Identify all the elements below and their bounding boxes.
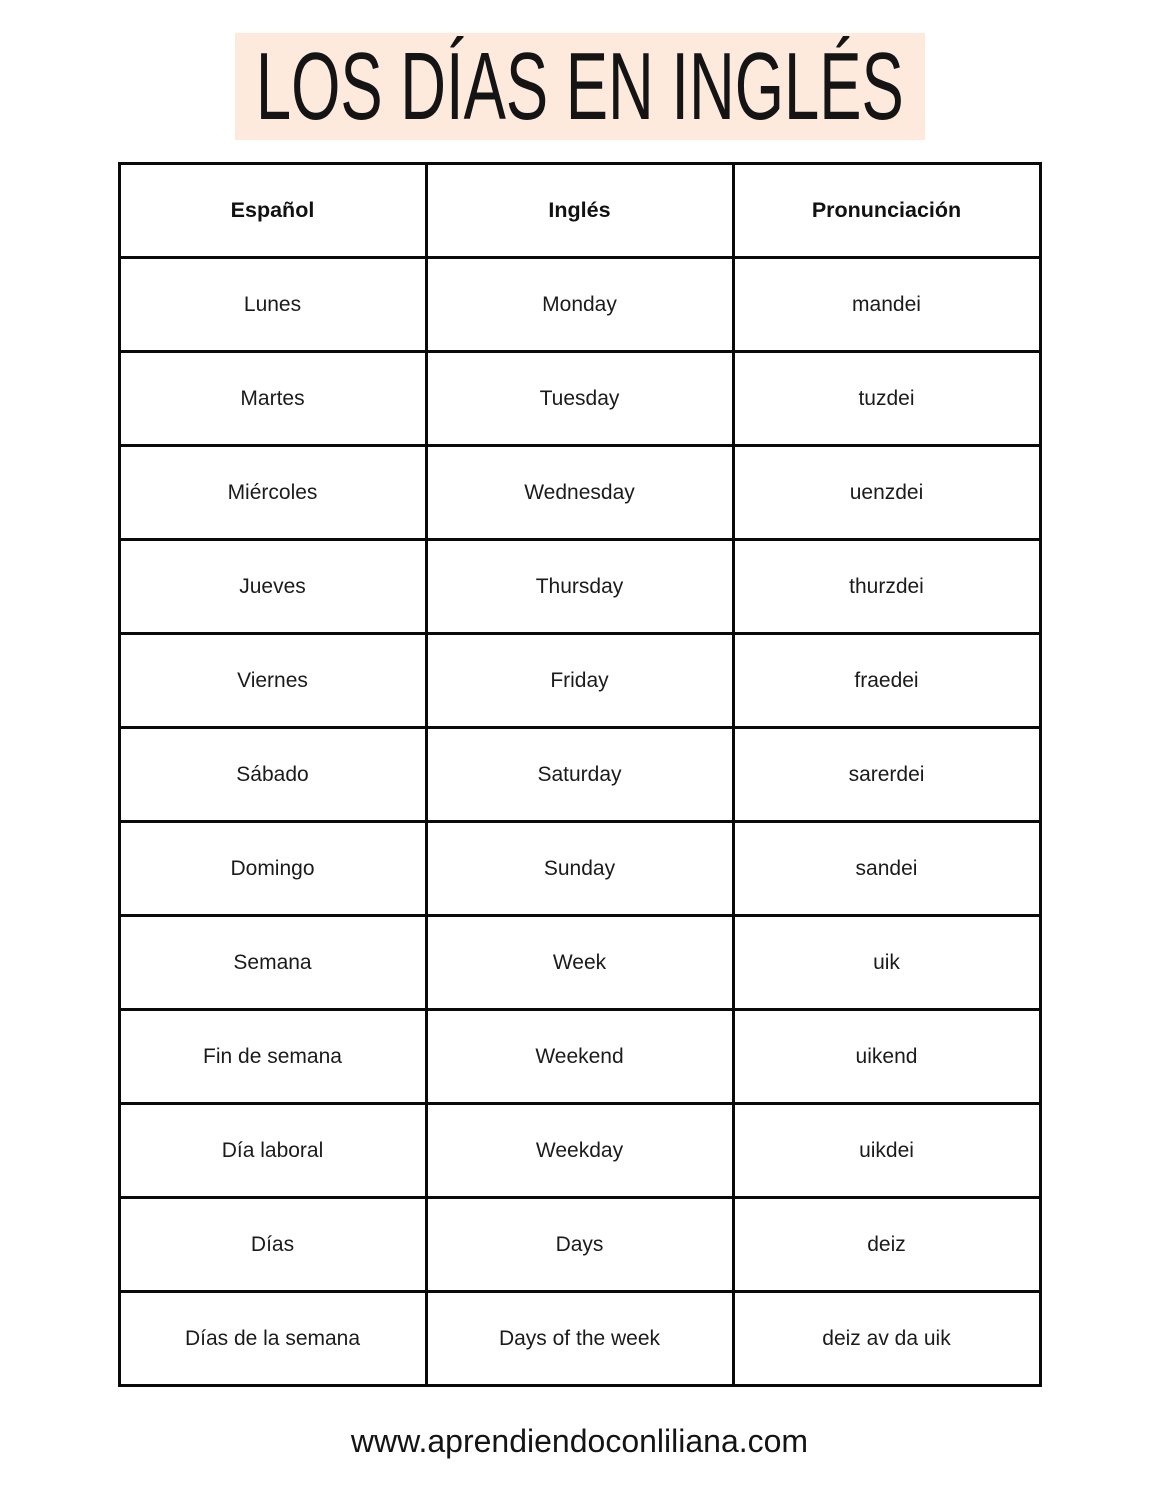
table-cell-pronunciacion: tuzdei [733,352,1040,446]
table-cell-espanol: Días [119,1198,426,1292]
table-cell-espanol: Domingo [119,822,426,916]
table-row [119,916,1040,1010]
table-row [119,728,1040,822]
page-title: LOS DÍAS EN INGLÉS [255,32,904,140]
table-cell-pronunciacion: sarerdei [733,728,1040,822]
table-row [119,1198,1040,1292]
title-banner [235,33,925,140]
table-row [119,634,1040,728]
table-cell-espanol: Lunes [119,258,426,352]
table-cell-pronunciacion: mandei [733,258,1040,352]
table-cell-espanol: Sábado [119,728,426,822]
table-cell-ingles: Days [426,1198,733,1292]
table-cell-espanol: Martes [119,352,426,446]
table-cell-ingles: Saturday [426,728,733,822]
table-body [119,258,1040,1386]
table-cell-pronunciacion: uenzdei [733,446,1040,540]
footer-url: www.aprendiendoconliliana.com [350,1423,809,1459]
vocabulary-table [118,162,1042,1387]
table-cell-ingles: Monday [426,258,733,352]
table-cell-espanol: Miércoles [119,446,426,540]
table-cell-ingles: Weekend [426,1010,733,1104]
table-cell-espanol: Día laboral [119,1104,426,1198]
table-cell-pronunciacion: uik [733,916,1040,1010]
table-cell-ingles: Wednesday [426,446,733,540]
table-cell-espanol: Viernes [119,634,426,728]
table-cell-ingles: Friday [426,634,733,728]
table-row [119,1104,1040,1198]
table-cell-ingles: Days of the week [426,1292,733,1386]
table-cell-espanol: Fin de semana [119,1010,426,1104]
table-cell-pronunciacion: uikend [733,1010,1040,1104]
table-cell-pronunciacion: sandei [733,822,1040,916]
table-cell-ingles: Tuesday [426,352,733,446]
table-head [119,164,1040,258]
table-cell-pronunciacion: fraedei [733,634,1040,728]
table-cell-ingles: Week [426,916,733,1010]
table-cell-ingles: Weekday [426,1104,733,1198]
table-row [119,822,1040,916]
table-cell-pronunciacion: uikdei [733,1104,1040,1198]
table-cell-pronunciacion: deiz av da uik [733,1292,1040,1386]
table-row [119,446,1040,540]
column-header-pronunciacion: Pronunciación [733,164,1040,258]
table-row [119,540,1040,634]
table-row [119,1292,1040,1386]
table-cell-espanol: Jueves [119,540,426,634]
table-row [119,258,1040,352]
table-cell-pronunciacion: thurzdei [733,540,1040,634]
table-row [119,352,1040,446]
table-cell-pronunciacion: deiz [733,1198,1040,1292]
table-row [119,1010,1040,1104]
table-cell-ingles: Thursday [426,540,733,634]
column-header-ingles: Inglés [426,164,733,258]
column-header-espanol: Español [119,164,426,258]
table-cell-ingles: Sunday [426,822,733,916]
table-header-row [119,164,1040,258]
table-cell-espanol: Días de la semana [119,1292,426,1386]
table-cell-espanol: Semana [119,916,426,1010]
